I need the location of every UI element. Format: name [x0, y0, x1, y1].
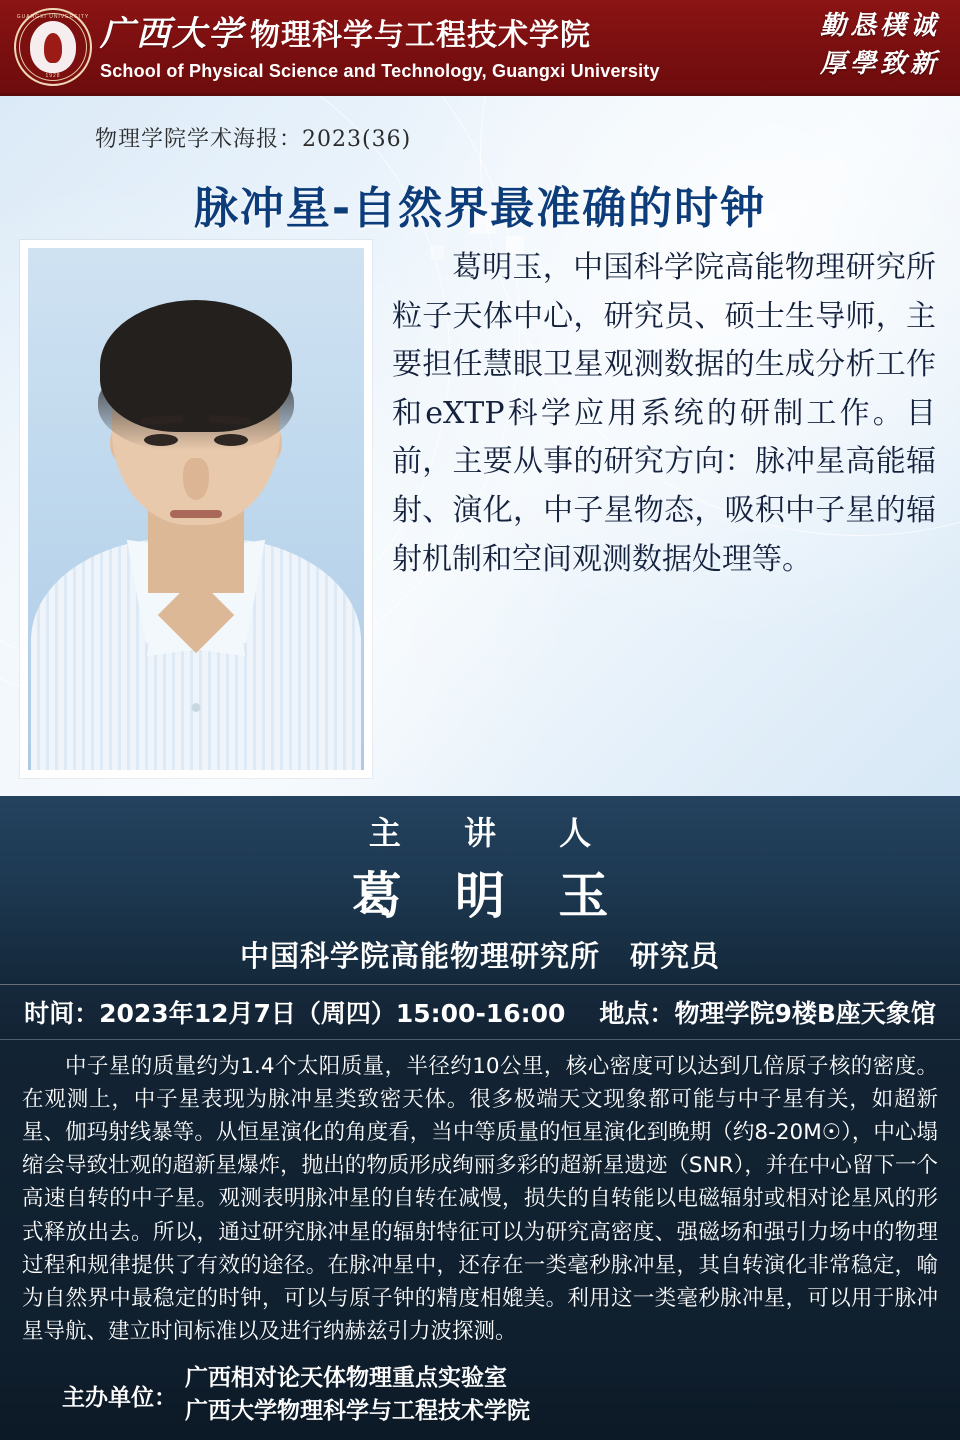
- header-titles: [100, 6, 660, 82]
- photo-eye-left: [144, 434, 178, 446]
- motto-line-1: 勤恳樸诚: [819, 11, 940, 41]
- speaker-label: 主 讲 人: [368, 814, 618, 852]
- poster-series-number: 物理学院学术海报：2023(36): [95, 127, 412, 152]
- school-name-cn: 物理科学与工程技术学院: [250, 18, 591, 53]
- speaker-biography: 葛明玉，中国科学院高能物理研究所粒子天体中心，研究员、硕士生导师，主要担任慧眼卫星观测数据的生成分析工作和eXTP科学应用系统的研制工作。目前，主要从事的研究方向：脉冲星高能辐射、演化，中子星物态，吸积中子星的辐射机制和空间观测数据处理等。: [392, 250, 936, 577]
- photo-hair-shape: [100, 300, 292, 432]
- speaker-affiliation: 中国科学院高能物理研究所 研究员: [239, 939, 720, 973]
- speaker-name: 葛 明 玉: [351, 867, 627, 925]
- organizer-2: 广西大学物理科学与工程技术学院: [185, 1398, 530, 1424]
- speaker-band: [0, 796, 960, 984]
- organizer-footer: [0, 1350, 960, 1440]
- photo-eye-right: [214, 434, 248, 446]
- schedule-band: [0, 984, 960, 1040]
- motto-line-2: 厚學致新: [819, 48, 940, 79]
- organizer-label: 主办单位：: [62, 1384, 177, 1411]
- poster-title: 脉冲星-自然界最准确的时钟: [193, 183, 767, 234]
- time-label: 时间：: [24, 999, 100, 1028]
- seal-bottom-text: 1928: [45, 73, 61, 79]
- place-value: 物理学院9楼B座天象馆: [674, 999, 936, 1028]
- speaker-photo-frame: [20, 240, 372, 778]
- photo-mouth-shape: [170, 510, 222, 518]
- organizer-list: [185, 1362, 530, 1429]
- organizer-1: 广西相对论天体物理重点实验室: [185, 1364, 507, 1391]
- time-value: 2023年12月7日（周四）15:00-16:00: [99, 999, 566, 1028]
- abstract-section: [0, 1040, 960, 1350]
- event-time: [24, 994, 565, 1030]
- university-motto: [820, 8, 940, 83]
- photo-shirt-button: [192, 703, 201, 712]
- speaker-photo: [28, 248, 364, 770]
- poster-upper-section: [0, 96, 960, 796]
- school-name-en: School of Physical Science and Technology, Guangxi University: [100, 61, 660, 81]
- seal-flame-shape: [44, 33, 62, 63]
- university-name-cn: 广西大学: [100, 14, 244, 54]
- university-seal-icon: [14, 8, 92, 86]
- place-label: 地点：: [599, 999, 675, 1028]
- seal-top-text: GUANGXI UNIVERSITY: [16, 14, 90, 20]
- header-title-line: [100, 6, 660, 55]
- photo-nose-shape: [183, 458, 209, 500]
- abstract-text: 中子星的质量约为1.4个太阳质量，半径约10公里，核心密度可以达到几倍原子核的密度。在观测上，中子星表现为脉冲星类致密天体。很多极端天文现象都可能与中子星有关，如超新星、伽玛射线暴等。从恒星演化的角度看，当中等质量的恒星演化到晚期（约8-20M☉），中心塌缩会导致壮观的超新星爆炸，抛出的物质形成绚丽多彩的超新星遗迹（SNR），并在中心留下一个高速自转的中子星。观测表明脉冲星的自转在减慢，损失的自转能以电磁辐射或相对论星风的形式释放出去。所以，通过研究脉冲星的辐射特征可以为研究高密度、强磁场和强引力场中的物理过程和规律提供了有效的途径。在脉冲星中，还存在一类毫秒脉冲星，其自转演化非常稳定，喻为自然界中最稳定的时钟，可以与原子钟的精度相媲美。利用这一类毫秒脉冲星，可以用于脉冲星导航、建立时间标准以及进行纳赫兹引力波探测。: [22, 1054, 938, 1344]
- poster-header: [0, 0, 960, 96]
- event-place: [599, 994, 935, 1030]
